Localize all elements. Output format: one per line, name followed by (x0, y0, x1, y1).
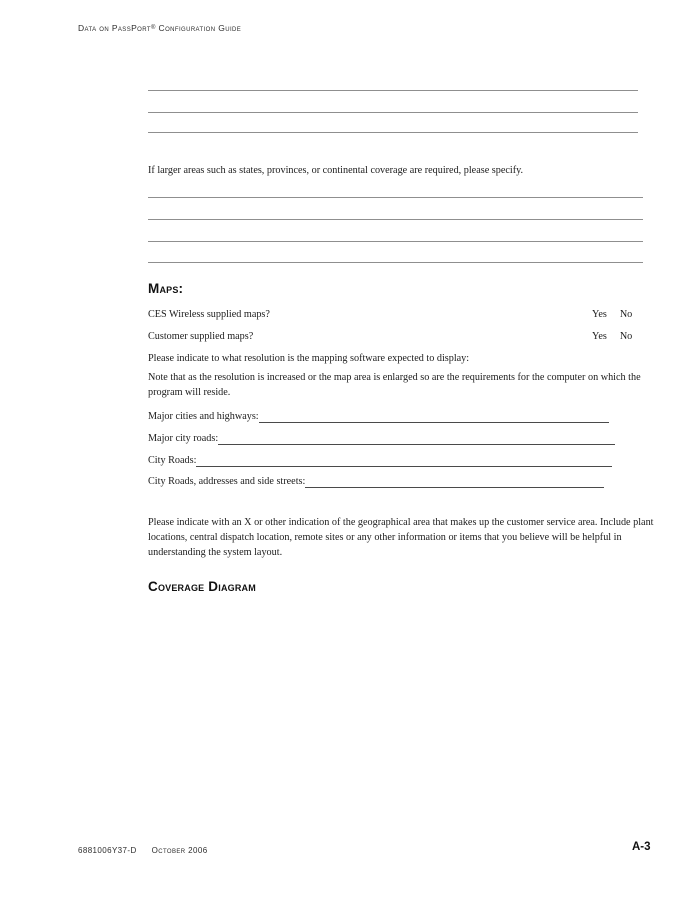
blank-write-in-line (148, 112, 638, 113)
registered-trademark-symbol: ® (150, 25, 156, 31)
option-yes: Yes (592, 309, 607, 320)
blank-write-in-line (148, 262, 643, 263)
field-label: Major city roads: (148, 433, 219, 444)
question-row-ces-wireless-maps (148, 308, 653, 322)
document-date: October 2006 (151, 846, 208, 855)
field-label: City Roads: (148, 455, 197, 466)
field-underline (218, 432, 615, 445)
field-row-city-roads-addresses (148, 475, 604, 489)
coverage-instructions: Please indicate with an X or other indication of the geographical area that makes up the customer service area. Include plant locations, central dispatch location, remote sites or any other information or items that you believe will be helpful in understanding the system layout. (148, 517, 654, 558)
field-label: Major cities and highways: (148, 411, 259, 422)
field-row-city-roads (148, 454, 612, 468)
page-footer (78, 846, 208, 855)
section-heading-coverage-diagram: Coverage Diagram (148, 579, 256, 594)
field-underline (259, 410, 609, 423)
blank-write-in-line (148, 219, 643, 220)
question-label: CES Wireless supplied maps? (148, 309, 270, 320)
resolution-note: Note that as the resolution is increased or the map area is enlarged so are the requirements for the computer on which the program will reside. (148, 372, 641, 398)
section-heading-maps: Maps: (148, 281, 184, 296)
yes-no-options (592, 330, 632, 344)
header-title-prefix: Data on PassPort (78, 23, 151, 33)
field-underline (305, 475, 604, 488)
larger-areas-prompt: If larger areas such as states, provinces, or continental coverage are required, please specify. (148, 165, 524, 176)
option-no: No (619, 331, 633, 342)
part-number: 6881006Y37-D (78, 846, 137, 855)
field-row-major-city-roads (148, 432, 615, 446)
field-label: City Roads, addresses and side streets: (148, 476, 306, 487)
blank-write-in-line (148, 90, 638, 91)
page-number: A-3 (632, 841, 651, 853)
field-row-major-cities-highways (148, 410, 609, 424)
resolution-prompt: Please indicate to what resolution is the mapping software expected to display: (148, 353, 470, 364)
blank-write-in-line (148, 132, 638, 133)
option-no: No (619, 309, 633, 320)
blank-write-in-line (148, 241, 643, 242)
field-underline (196, 454, 612, 467)
header-title-suffix: Configuration Guide (155, 23, 242, 33)
option-yes: Yes (592, 331, 607, 342)
yes-no-options (592, 308, 632, 322)
running-header (78, 23, 241, 33)
question-row-customer-maps (148, 330, 653, 344)
blank-write-in-line (148, 197, 643, 198)
question-label: Customer supplied maps? (148, 331, 254, 342)
